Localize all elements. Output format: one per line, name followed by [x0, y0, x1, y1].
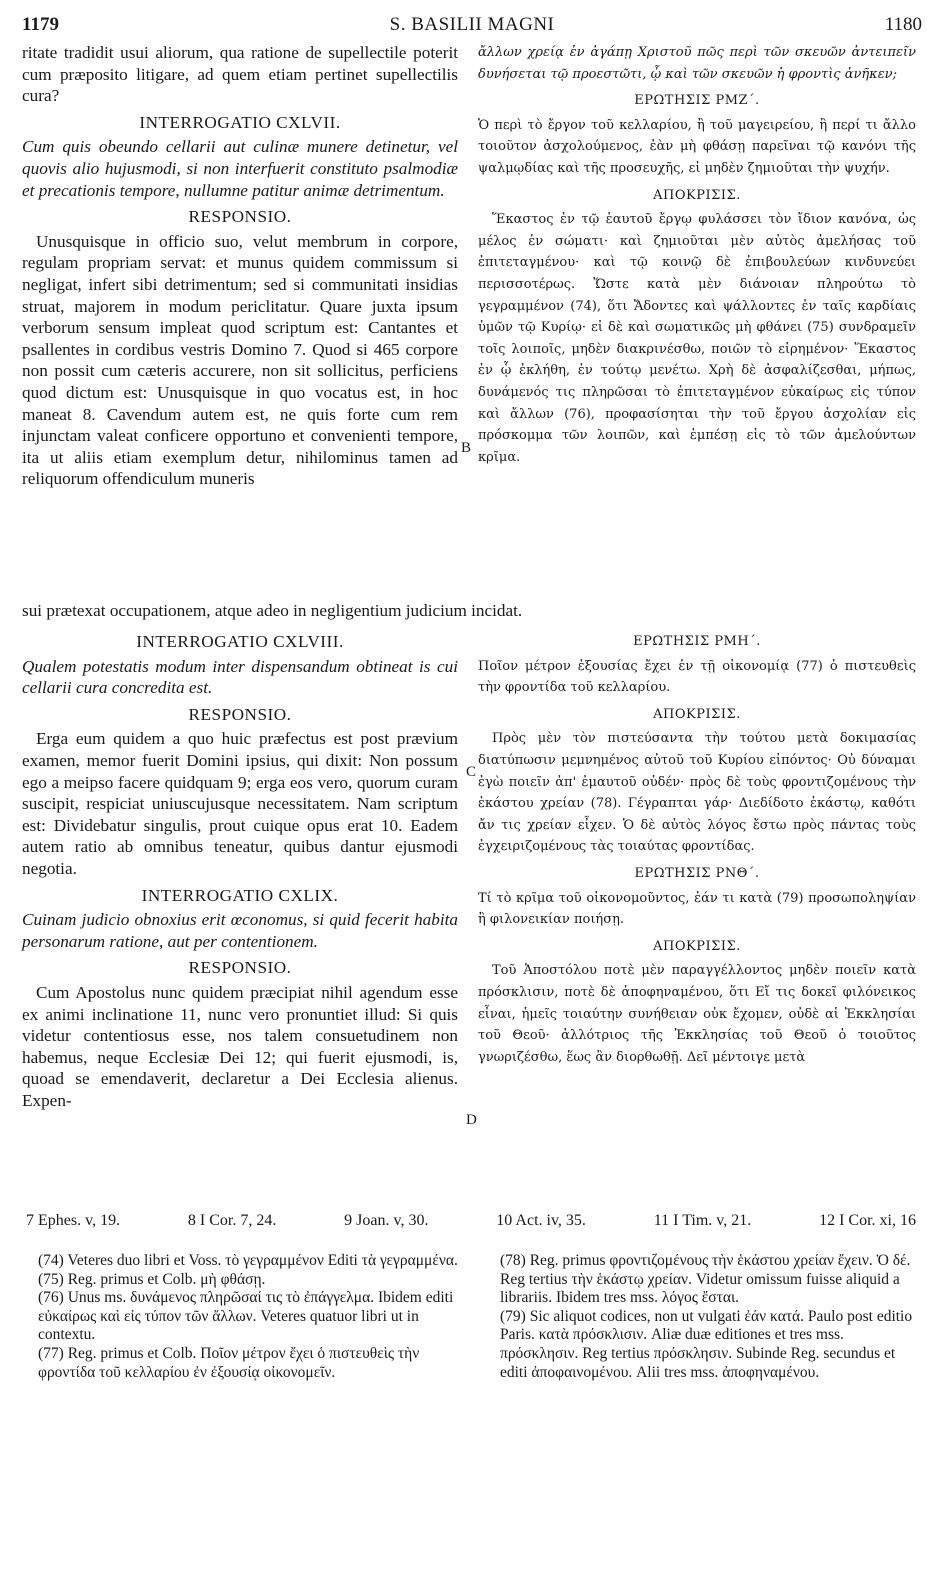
- greek-intro: ἄλλων χρείᾳ ἐν ἀγάπῃ Χριστοῦ πῶς περὶ τῶν σκευῶν ἀντειπεῖν δυνήσεται τῷ προεστῶτι, ᾧ καὶ τῶν σκευῶν ἡ φροντὶς ἀνῆκεν;: [478, 45, 916, 82]
- greek-answer-148: Πρὸς μὲν τὸν πιστεύσαντα τὴν τούτου μετὰ δοκιμασίας διατύπωσιν μεμνημένος αὐτοῦ τοῦ Κυρίου εἰπόντος· Οὐ δύναμαι ἐγὼ ποιεῖν ἀπ' ἐμαυτοῦ οὐδέν· πρὸς δὲ τοὺς φροντιζομένους τὴν ἑκάστου χρείαν (78). Γέγραπται γάρ· Διεδίδοτο ἑκάστῳ, καθότι ἄν τις χρείαν εἶχεν. Ὁ δὲ αὐτὸς λόγος ἔστω πρὸς πάντας τοὺς ἐγχειριζομένους τὰς τοιαύτας φροντίδας.: [478, 731, 916, 855]
- note-77: (77) Reg. primus et Colb. Ποῖον μέτρον ἔχει ὁ πιστευθεὶς τὴν φροντίδα τοῦ κελλαρίου ἐν ἐξουσίᾳ οἰκονομεῖν.: [38, 1344, 420, 1381]
- greek-response-heading-148: ΑΠΟΚΡΙΣΙΣ.: [653, 706, 741, 722]
- greek-question-147: Ὁ περὶ τὸ ἔργον τοῦ κελλαρίου, ἢ τοῦ μαγειρείου, ἢ περί τι ἄλλο τοιοῦτον ἀσχολούμενος, ἐὰν μὴ φθάσῃ παρεῖναι τῷ κανόνι τῆς ψαλμῳδίας καὶ τῆς προσευχῆς, εἰ μηδὲν ζημιοῦται τὴν ψυχήν.: [478, 117, 916, 176]
- latin-question-147: Cum quis obeundo cellarii aut culinæ munere detinetur, vel quovis alio hujusmodi, si non interfuerit constituto psalmodiæ et precationis tempore, nullumne patitur animæ detrimentum.: [22, 137, 458, 200]
- latin-answer-147: Unusquisque in officio suo, velut membrum in corpore, regulam propriam servat: et munus quidem commissum si negligat, infert sibi detrimentum; sed si communitati insidias struat, majorem in modum periclitatur. Quare juxta ipsum verborum sensum impleat quod scriptum est: Cantantes et psallentes in cordibus vestris Domino 7. Quod si 465 corpore non possit cum cæteris accurere, non sit sollicitus, perficiens quod dictum est: Unusquisque in quo vocatus est, in hoc maneat 8. Cavendum autem est, ne quis forte cum rem injunctam valeat conficere opportuno et convenienti tempore, ita ut aliis etiam exemplum detur, nihilominus tamen ad reliquorum offendiculum muneris: [22, 231, 458, 489]
- greek-answer-147: Ἕκαστος ἐν τῷ ἑαυτοῦ ἔργῳ φυλάσσει τὸν ἴδιον κανόνα, ὡς μέλος ἐν σώματι· καὶ ζημιοῦται μὲν αὐτὸς ἀμελήσας τοῦ ἐπιτεταγμένου· καὶ τῷ κοινῷ δὲ ἐπιβουλεύων κινδυνεύει περισσοτέρως. Ὥστε κατὰ μὲν διάνοιαν πληρούτω τὸ γεγραμμένον (74), ὅτι Ἄδοντες καὶ ψάλλοντες ἐν ταῖς καρδίαις ὑμῶν τῷ Κυρίῳ· εἰ δὲ καὶ σωματικῶς μὴ φθάνει (75) συνδραμεῖν τοῖς λοιποῖς, μηδὲν διακρινέσθω, ποιῶν τὸ εἰρημένον· Ἕκαστος ἐν ᾧ ἐκλήθη, ἐν τούτῳ μενέτω. Χρὴ δὲ ἀσφαλίζεσθαι, μήπως, δυνάμενός τις πληρῶσαι τὸ ἐπιτεταγμένον εὐκαίρως εἰς τύπον καὶ ἄλλων (76), προφασίσηται τὴν τοῦ ἔργου ἀσχολίαν εἰς πρόσκομμα τῶν λοιπῶν, καὶ ἐμπέσῃ εἰς τὸ τῶν ἀμελούντων κρῖμα.: [478, 212, 916, 465]
- latin-heading-147: INTERROGATIO CXLVII.: [139, 112, 341, 132]
- greek-column-lower: [478, 626, 916, 1068]
- latin-answer-148: Erga eum quidem a quo huic præfectus est post prævium examen, memor fuerit Domini ipsius, qui dixit: Non possum ego a meipso facere quidquam 9; erga eos vero, quorum curam suscipit, respiciat uniuscujusque necessitatem. Nam scriptum est: Dividebatur singulis, prout cuique opus erat 10. Eadem autem ratio ab omnibus teneatur, quibus dantur ejusmodi negotia.: [22, 729, 458, 878]
- latin-question-149: Cuinam judicio obnoxius erit œconomus, si quid fecerit habita personarum ratione, aut per contentionem.: [22, 910, 458, 951]
- greek-heading-147: ΕΡΩΤΗΣΙΣ ΡΜΖ΄.: [634, 93, 760, 109]
- margin-letter-b: B: [461, 440, 472, 456]
- notes-right: [500, 1252, 920, 1382]
- latin-response-heading-147: RESPONSIO.: [188, 207, 292, 227]
- right-page-number: 1180: [884, 14, 922, 35]
- footnote-10: 10 Act. iv, 35.: [496, 1212, 586, 1229]
- footnote-9: 9 Joan. v, 30.: [344, 1212, 429, 1229]
- latin-answer-149: Cum Apostolus nunc quidem præcipiat nihil agendum esse ex animi inclinatione 11, nunc vero pronuntiet illud: Si quis videtur contentiosus esse, nos talem consuetudinem non habemus, neque Ecclesiæ Dei 12; qui fuerit ejusmodi, is, quoad se emendaverit, declaretur a Dei Ecclesia alienus. Expen-: [22, 982, 458, 1110]
- note-78: (78) Reg. primus φροντιζομένους τὴν ἑκάστου χρείαν ἔχειν. Ὁ δέ. Reg tertius τὴν ἑκάστῳ χρείαν. Videtur omissum fuisse aliquid a librariis. Ibidem tres mss. λόγος ἔσται.: [500, 1252, 911, 1307]
- note-79: (79) Sic aliquot codices, non ut vulgati ἐάν κατά. Paulo post editio Paris. κατὰ πρόσκλισιν. Aliæ duæ editiones et tres mss. πρόσκλησιν. Reg tertius πρόσκλησιν. Subinde Reg. secundus et editi ἀποφαινομένου. Alii tres mss. ἀποφηναμένου.: [500, 1307, 913, 1381]
- note-74: (74) Veteres duo libri et Voss. τὸ γεγραμμένον Editi τὰ γεγραμμένα.: [38, 1252, 458, 1269]
- margin-letter-d: D: [466, 1112, 477, 1128]
- notes-left: [38, 1252, 458, 1382]
- note-76: (76) Unus ms. δυνάμενος πληρῶσαί τις τὸ ἐπάγγελμα. Ibidem editi εὐκαίρως καὶ εἰς τύπον τῶν ἄλλων. Veteres quatuor libri ut in contextu.: [38, 1289, 454, 1344]
- latin-column: [22, 42, 458, 490]
- margin-letter-c: C: [466, 764, 477, 780]
- greek-response-heading-149: ΑΠΟΚΡΙΣΙΣ.: [653, 938, 741, 954]
- footnote-11: 11 I Tim. v, 21.: [653, 1212, 752, 1229]
- latin-response-heading-148: RESPONSIO.: [188, 704, 292, 724]
- greek-heading-148: ΕΡΩΤΗΣΙΣ ΡΜΗ΄.: [633, 634, 761, 649]
- latin-question-148: Qualem potestatis modum inter dispensandum obtineat is cui cellarii cura concredita est.: [22, 656, 458, 698]
- note-75: (75) Reg. primus et Colb. μὴ φθάσῃ.: [38, 1270, 266, 1288]
- full-width-line: sui prætexat occupationem, atque adeo in negligentium judicium incidat.: [22, 601, 523, 620]
- latin-heading-149: INTERROGATIO CXLIX.: [141, 885, 339, 905]
- greek-response-heading-147: ΑΠΟΚΡΙΣΙΣ.: [653, 187, 741, 203]
- greek-column: [478, 42, 916, 468]
- latin-column-lower: [22, 626, 458, 1111]
- footnote-8: 8 I Cor. 7, 24.: [187, 1212, 277, 1229]
- left-page-number: 1179: [22, 14, 59, 35]
- latin-intro: ritate tradidit usui aliorum, qua ratione de supellectile poterit cum præposito litigare, ad quem etiam pertinet supellectilis cura?: [22, 43, 458, 106]
- footnote-7: 7 Ephes. v, 19.: [26, 1212, 121, 1229]
- running-title: S. BASILII MAGNI: [389, 14, 555, 35]
- scripture-footnotes: [26, 1212, 916, 1230]
- footnote-12: 12 I Cor. xi, 16: [819, 1212, 916, 1229]
- latin-response-heading-149: RESPONSIO.: [188, 958, 292, 978]
- page-header: [22, 14, 922, 40]
- greek-question-149: Τί τὸ κρῖμα τοῦ οἰκονομοῦντος, ἐάν τι κατὰ (79) προσωποληψίαν ἢ φιλονεικίαν ποιήσῃ.: [478, 890, 916, 928]
- greek-answer-149: Τοῦ Ἀποστόλου ποτὲ μὲν παραγγέλλοντος μηδὲν ποιεῖν κατὰ πρόσκλισιν, ποτὲ δὲ ἀποφηναμένου, ὅτι Εἴ τις δοκεῖ φιλόνεικος εἶναι, ἡμεῖς τοιαύτην συνήθειαν οὐκ ἔχομεν, οὐδὲ αἱ Ἐκκλησίαι τοῦ Θεοῦ· ἀλλότριος τῆς Ἐκκλησίας τοῦ Θεοῦ ὁ τοιοῦτος γνωριζέσθω, ἕως ἂν διορθωθῇ. Δεῖ μέντοιγε μετὰ: [478, 963, 916, 1065]
- latin-heading-148: INTERROGATIO CXLVIII.: [136, 632, 344, 651]
- greek-heading-149: ΕΡΩΤΗΣΙΣ ΡΝΘ΄.: [634, 865, 760, 881]
- greek-question-148: Ποῖον μέτρον ἐξουσίας ἔχει ἐν τῇ οἰκονομίᾳ (77) ὁ πιστευθεὶς τὴν φροντίδα τοῦ κελλαρίου.: [478, 658, 916, 696]
